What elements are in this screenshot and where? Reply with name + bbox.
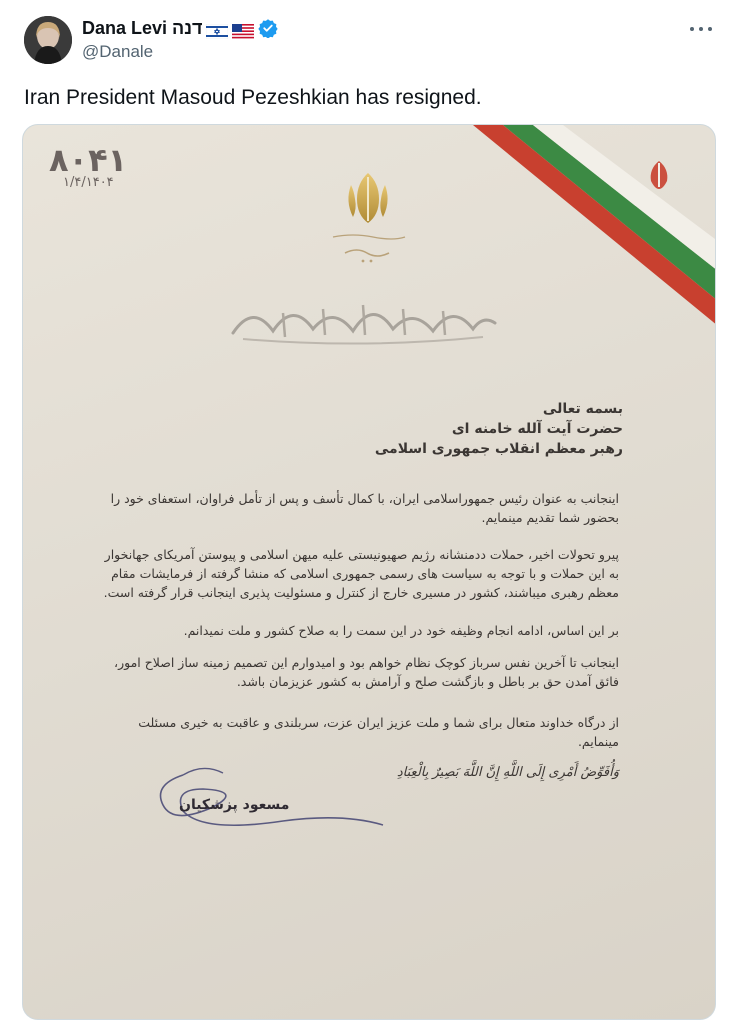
letter-paragraph-5: از درگاه خداوند متعال برای شما و ملت عزیز ایران عزت، سربلندی و عاقبت به خیری مسئلت مینمایم. bbox=[138, 715, 619, 749]
letter-paragraph-3: بر این اساس، ادامه انجام وظیفه خود در این سمت را به صلاح کشور و ملت نمیدانم. bbox=[183, 623, 619, 638]
resignation-letter bbox=[23, 125, 715, 1019]
signatory-name: مسعود پزشکیان bbox=[179, 797, 290, 813]
us-flag-icon bbox=[232, 21, 254, 36]
tweet-image[interactable] bbox=[22, 124, 716, 1020]
letter-number: ۸۰۴۱ bbox=[49, 141, 128, 179]
letter-paragraph-4: اینجانب تا آخرین نفس سرباز کوچک نظام خواهم بود و امیدوارم این تصمیم زمینه ساز اصلاح امور، فائق آمدن حق بر باطل و بازگشت صلح و آرامش به کشور عزیزمان باشد. bbox=[114, 655, 619, 689]
letter-paragraph-2: پیرو تحولات اخیر، حملات ددمنشانه رژیم صهیونیستی علیه میهن اسلامی و پیوستن آمریکای جهانخوار به این حملات و با توجه به سیاست های رسمی جمهوری اسلامی که منشا گرفته از فرمایشات مقام معظم رهبری میباشند، کشور در مسیری خارج از کنترل و مسئولیت پذیری اینجانب قرار گرفته است. bbox=[103, 547, 619, 600]
author-display-row[interactable] bbox=[82, 16, 278, 40]
more-dot bbox=[690, 27, 694, 31]
signature-scribble bbox=[143, 755, 393, 835]
basmala-calligraphy bbox=[213, 293, 513, 353]
tweet-header bbox=[24, 10, 714, 70]
letter-date: ۱/۴/۱۴۰۴ bbox=[63, 175, 114, 190]
more-options-icon[interactable] bbox=[690, 18, 712, 40]
verified-badge-icon[interactable] bbox=[258, 18, 278, 38]
israel-flag-icon bbox=[206, 21, 228, 36]
avatar[interactable] bbox=[24, 16, 72, 64]
iran-emblem-icon bbox=[337, 169, 399, 227]
address-salutation: بسمه تعالی bbox=[542, 401, 623, 417]
tweet-text: Iran President Masoud Pezeshkian has resigned. bbox=[24, 86, 482, 109]
more-dot bbox=[699, 27, 703, 31]
presidential-letterhead-script bbox=[323, 229, 413, 269]
author-handle[interactable]: @Danale bbox=[82, 42, 154, 61]
address-title: رهبر معظم انقلاب جمهوری اسلامی bbox=[374, 441, 623, 457]
more-dot bbox=[708, 27, 712, 31]
quran-verse: وَأُفَوِّضُ أَمْرِی إِلَی اللَّهِ إِنَّ اللَّهَ بَصِیرٌ بِالْعِبَادِ bbox=[396, 765, 619, 780]
author-names bbox=[82, 16, 278, 63]
letter-paragraph-1: اینجانب به عنوان رئیس جمهوراسلامی ایران، با کمال تأسف و پس از تأمل فراوان، استعفای خود را بحضور شما تقدیم مینمایم. bbox=[110, 491, 619, 525]
address-recipient: حضرت آیت آلله خامنه ای bbox=[451, 421, 623, 437]
display-name[interactable]: Dana Levi דנה bbox=[82, 18, 203, 38]
